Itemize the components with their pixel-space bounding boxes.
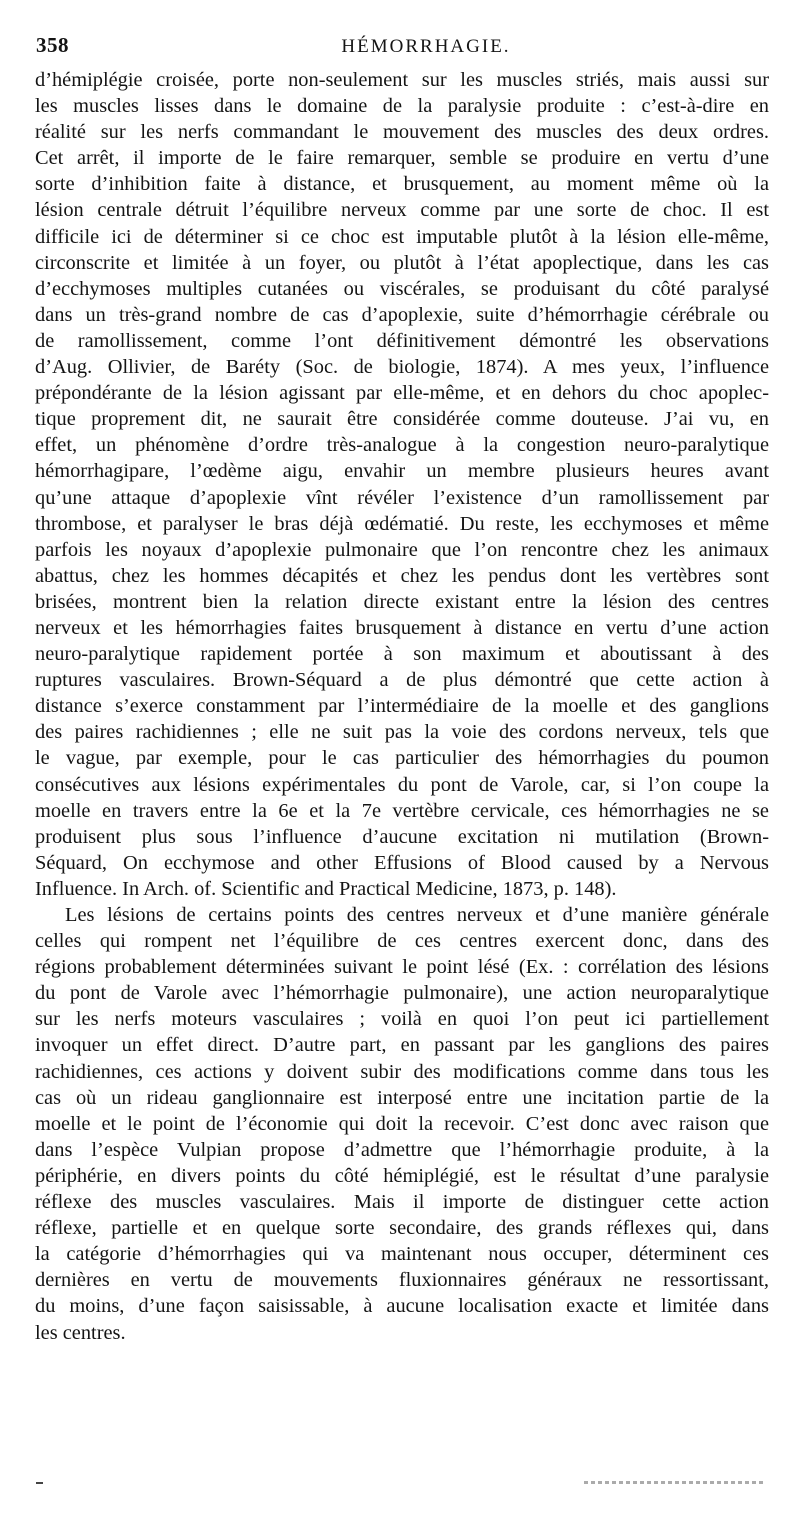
- text-line: thrombose, et paralyser le bras déjà œdématié. Du reste, les ecchymoses et même: [35, 512, 769, 535]
- text-line: invoquer un effet direct. D’autre part, en passant par les ganglions des paires: [35, 1034, 769, 1057]
- text-line: le vague, par exemple, pour le cas particulier des hémorrhagies du poumon: [35, 747, 769, 770]
- text-line: régions probablement déterminées suivant le point lésé (Ex. : corrélation des lésions: [35, 956, 769, 979]
- text-line: réflexe des muscles vasculaires. Mais il importe de distinguer cette action: [35, 1191, 769, 1214]
- text-line: Séquard, On ecchymose and other Effusions of Blood caused by a Nervous: [35, 851, 769, 874]
- text-line: prépondérante de la lésion agissant par elle-même, et en dehors du choc apoplec-: [35, 382, 769, 405]
- text-line: Influence. In Arch. of. Scientific and Practical Medicine, 1873, p. 148).: [35, 877, 617, 900]
- text-line: brisées, montrent bien la relation directe existant entre la lésion des centres: [35, 590, 769, 613]
- text-line: périphérie, en divers points du côté hémiplégié, est le résultat d’une paralysie: [35, 1164, 769, 1187]
- text-line: réflexe, partielle et en quelque sorte secondaire, des grands réflexes qui, dans: [35, 1217, 769, 1240]
- text-line: rachidiennes, ces actions y doivent subir des modifications comme dans tous les: [35, 1060, 769, 1083]
- text-line: distance s’exerce constamment par l’intermédiaire de la moelle et des ganglions: [35, 695, 769, 718]
- text-line: produisent plus sous l’influence d’aucune excitation ni mutilation (Brown-: [35, 825, 769, 848]
- text-line: Cet arrêt, il importe de le faire remarquer, semble se produire en vertu d’une: [35, 147, 769, 170]
- footer-rule-mark: [36, 1482, 43, 1484]
- text-line: lésion centrale détruit l’équilibre nerveux comme par une sorte de choc. Il est: [35, 199, 769, 222]
- text-line: les muscles lisses dans le domaine de la paralysie produite : c’est-à-dire en: [35, 95, 769, 118]
- text-line: nerveux et les hémorrhagies faites brusquement à distance en vertu d’une action: [35, 616, 769, 639]
- body-text: [35, 67, 769, 1346]
- text-line: de ramollissement, comme l’ont définitivement démontré les observations: [35, 329, 769, 352]
- text-line: difficile ici de déterminer si ce choc est imputable plutôt à la lésion elle-même,: [35, 225, 769, 248]
- text-line: sur les nerfs moteurs vasculaires ; voilà en quoi l’on peut ici partiellement: [35, 1008, 769, 1031]
- text-line: réalité sur les nerfs commandant le mouvement des muscles des deux ordres.: [35, 121, 769, 144]
- text-line: Les lésions de certains points des centres nerveux et d’une manière générale: [65, 904, 769, 926]
- text-line: du moins, d’une façon saisissable, à aucune localisation exacte et limitée dans: [35, 1295, 769, 1318]
- text-line: du pont de Varole avec l’hémorrhagie pulmonaire), une action neuroparalytique: [35, 982, 769, 1005]
- text-line: des paires rachidiennes ; elle ne suit pas la voie des cordons nerveux, tels que: [35, 721, 769, 744]
- text-line: tique proprement dit, ne saurait être considérée comme douteuse. J’ai vu, en: [35, 408, 769, 431]
- text-line: cas où un rideau ganglionnaire est interposé entre une incitation partie de la: [35, 1086, 769, 1109]
- text-line: hémorrhagipare, l’œdème aigu, envahir un membre plusieurs heures avant: [35, 460, 769, 483]
- text-line: qu’une attaque d’apoplexie vînt révéler l’existence d’un ramollissement par: [35, 486, 769, 509]
- text-line: dans un très-grand nombre de cas d’apoplexie, suite d’hémorrhagie cérébrale ou: [35, 303, 769, 326]
- page-header: [36, 33, 766, 63]
- text-line: sorte d’inhibition faite à distance, et brusquement, au moment même où la: [35, 173, 769, 196]
- text-line: ruptures vasculaires. Brown-Séquard a de plus démontré que cette action à: [35, 669, 769, 692]
- text-line: neuro-paralytique rapidement portée à son maximum et aboutissant à des: [35, 643, 769, 666]
- running-title: HÉMORRHAGIE.: [341, 36, 511, 57]
- page-number: 358: [36, 33, 69, 57]
- text-line: parfois les noyaux d’apoplexie pulmonaire que l’on rencontre chez les animaux: [35, 538, 769, 561]
- text-line: celles qui rompent net l’équilibre de ces centres exercent donc, dans des: [35, 930, 769, 953]
- text-line: d’hémiplégie croisée, porte non-seulement sur les muscles striés, mais aussi sur: [35, 69, 769, 91]
- text-line: effet, un phénomène d’ordre très-analogue à la congestion neuro-paralytique: [35, 434, 769, 457]
- text-line: abattus, chez les hommes décapités et chez les pendus dont les vertèbres sont: [35, 564, 769, 587]
- text-line: consécutives aux lésions expérimentales du pont de Varole, car, si l’on coupe la: [35, 773, 769, 796]
- text-line: circonscrite et limitée à un foyer, ou plutôt à l’état apoplectique, dans les cas: [35, 251, 769, 274]
- text-line: la catégorie d’hémorrhagies qui va maintenant nous occuper, déterminent ces: [35, 1243, 769, 1266]
- footer-faint-mark: [584, 1481, 764, 1484]
- text-line: moelle et le point de l’économie qui doit la recevoir. C’est donc avec raison que: [35, 1112, 769, 1135]
- text-line: les centres.: [35, 1321, 126, 1344]
- text-line: dernières en vertu de mouvements fluxionnaires généraux ne ressortissant,: [35, 1269, 769, 1292]
- text-line: d’ecchymoses multiples cutanées ou viscérales, se produisant du côté paralysé: [35, 277, 769, 300]
- text-line: d’Aug. Ollivier, de Baréty (Soc. de biologie, 1874). A mes yeux, l’influence: [35, 356, 769, 379]
- text-line: moelle en travers entre la 6e et la 7e vertèbre cervicale, ces hémorrhagies ne se: [35, 799, 769, 822]
- text-line: dans l’espèce Vulpian propose d’admettre que l’hémorrhagie produite, à la: [35, 1138, 769, 1161]
